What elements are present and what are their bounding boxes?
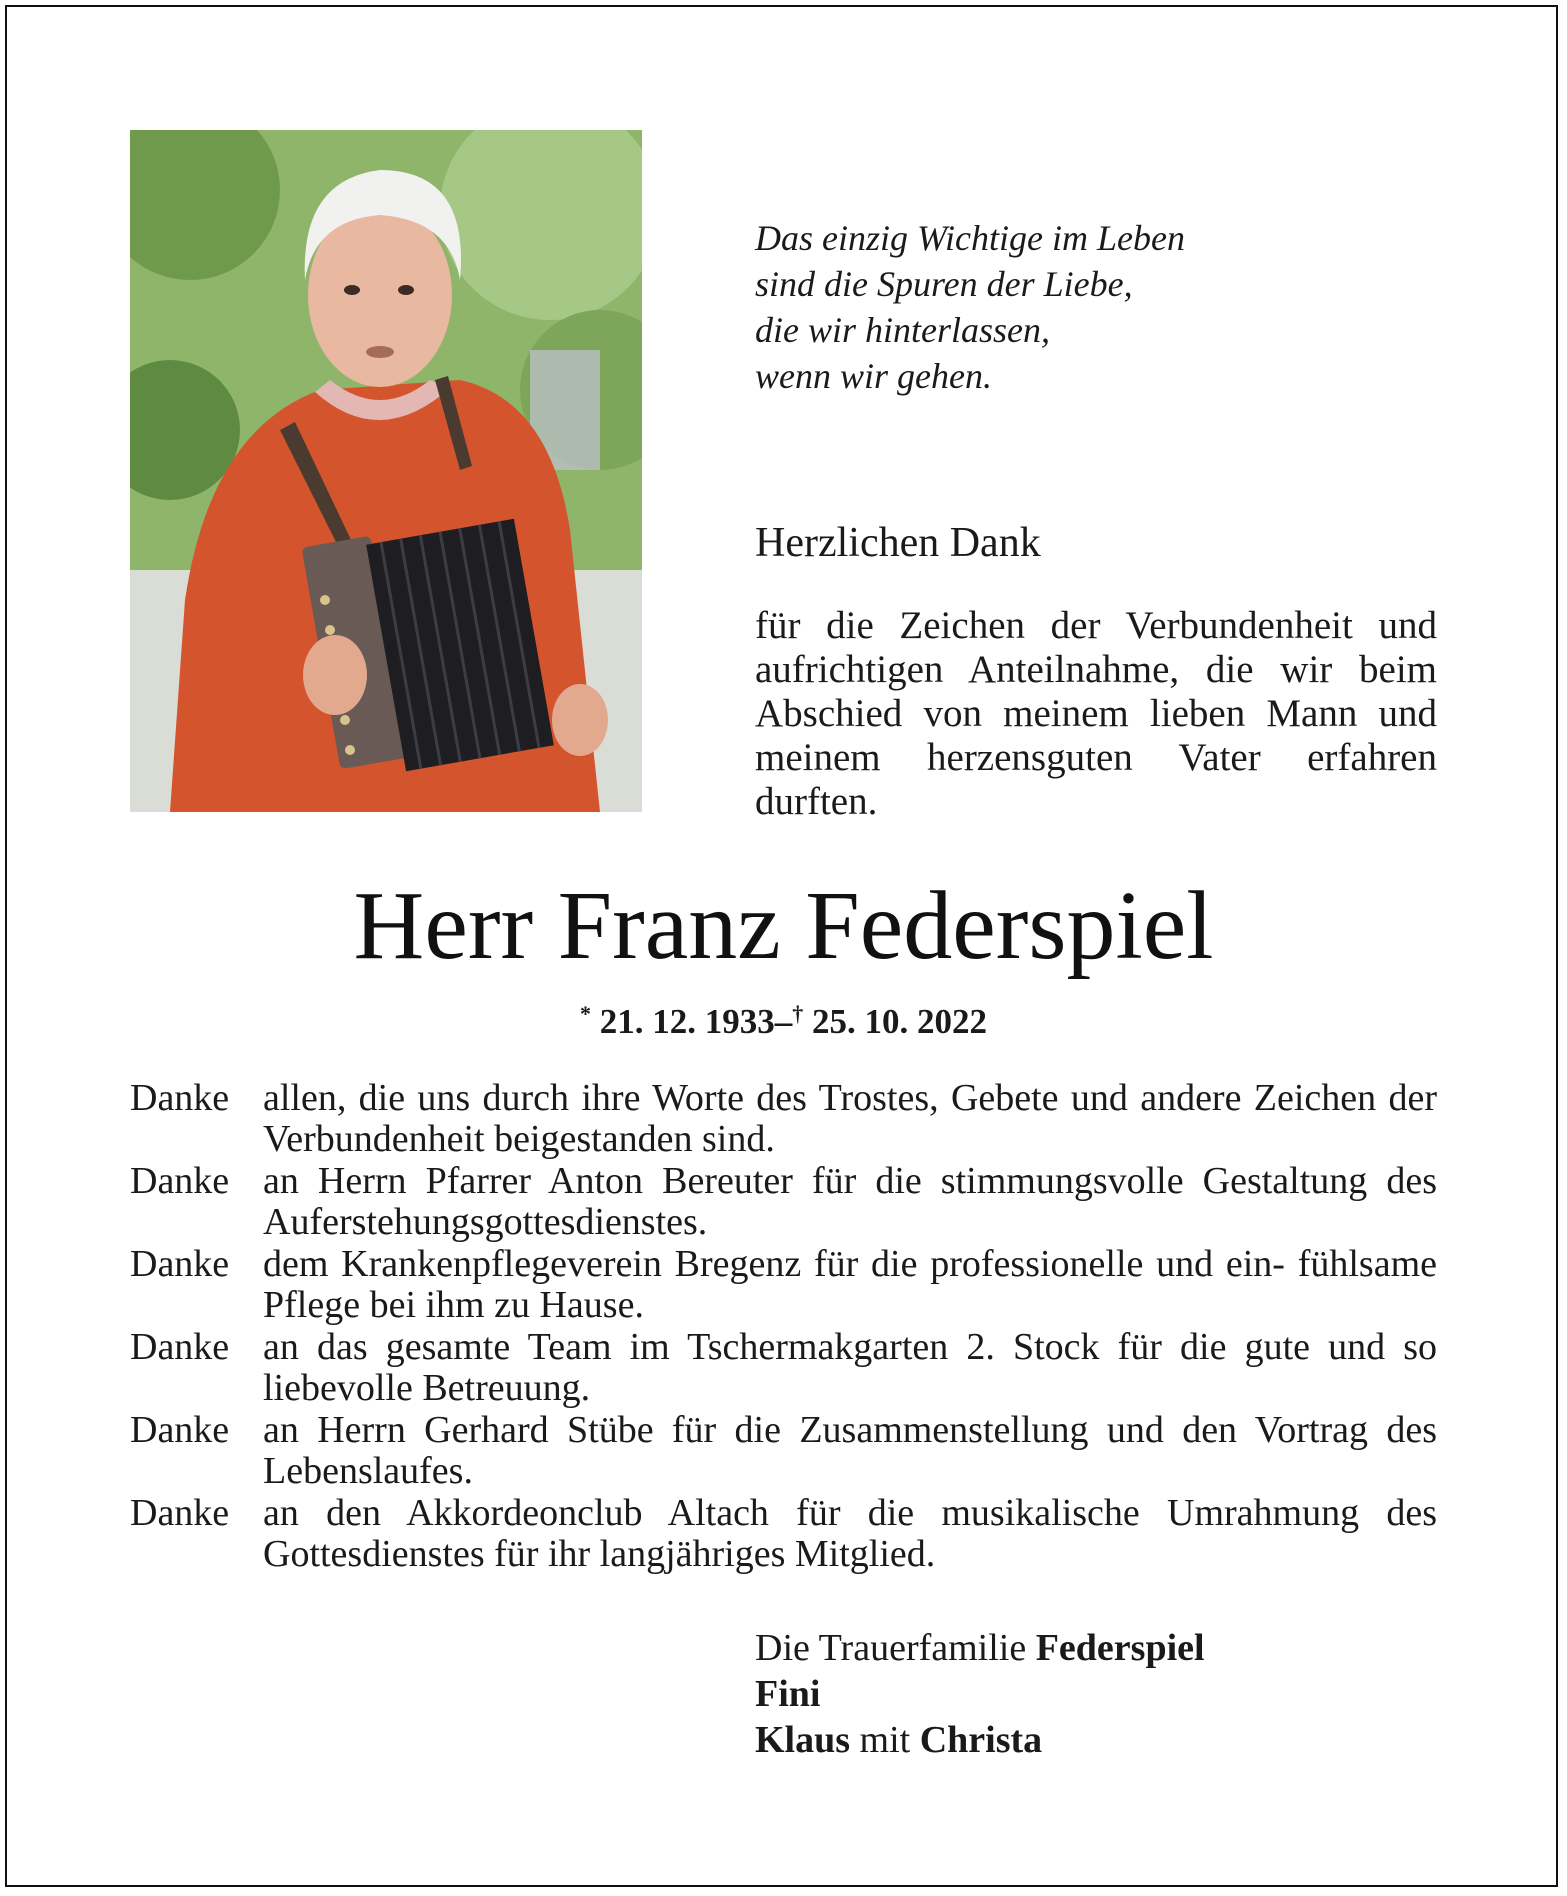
signature-prefix: Die Trauerfamilie [755,1627,1027,1669]
danke-text: dem Krankenpflegeverein Bregenz für die professionelle und ein- fühlsame Pflege bei ihm zu Hause. [263,1243,1437,1326]
signature-line-2 [755,1671,1205,1717]
danke-text: an den Akkordeonclub Altach für die musikalische Umrahmung des Gottesdienstes für ihr langjähriges Mitglied. [263,1492,1437,1575]
danke-list [130,1078,1437,1576]
death-date: 25. 10. 2022 [812,1002,987,1041]
life-dates [0,992,1567,1044]
signature-join: mit [859,1719,911,1761]
quote-line: wenn wir gehen. [755,356,992,396]
thanks-heading: Herzlichen Dank [755,520,1041,566]
birth-date: 21. 12. 1933 [599,1002,775,1041]
list-item [130,1078,1437,1160]
danke-label: Danke [130,1326,230,1368]
family-signature [755,1625,1205,1763]
danke-label: Danke [130,1077,230,1119]
birth-symbol: * [580,1001,591,1026]
danke-label: Danke [130,1243,230,1285]
danke-text: an Herrn Pfarrer Anton Bereuter für die stimmungsvolle Gestaltung des Auferstehungsgottesdienstes. [263,1160,1437,1243]
date-separator: – [774,1002,793,1041]
signature-line-3 [755,1717,1205,1763]
danke-label: Danke [130,1492,230,1534]
list-item [130,1327,1437,1409]
quote-line: die wir hinterlassen, [755,310,1050,350]
portrait-photo [130,130,642,812]
danke-text: an Herrn Gerhard Stübe für die Zusammenstellung und den Vortrag des Lebenslaufes. [263,1409,1437,1492]
danke-label: Danke [130,1160,230,1202]
danke-text: an das gesamte Team im Tschermakgarten 2. Stock für die gute und so liebevolle Betreuung. [263,1326,1437,1409]
signer-name: Christa [919,1719,1043,1761]
quote-line: Das einzig Wichtige im Leben [755,218,1185,258]
danke-text: allen, die uns durch ihre Worte des Trostes, Gebete und andere Zeichen der Verbundenheit beigestanden sind. [263,1077,1437,1160]
quote-line: sind die Spuren der Liebe, [755,264,1133,304]
danke-label: Danke [130,1409,230,1451]
death-symbol: † [792,1001,804,1026]
signature-line-1 [755,1625,1205,1671]
family-name: Federspiel [1035,1627,1205,1669]
signer-name: Fini [755,1673,821,1715]
thanks-paragraph: für die Zeichen der Verbundenheit und aufrichtigen Anteilnahme, die wir beim Abschied von meinem lieben Mann und meinem herzensguten Vater erfahren durften. [755,604,1437,823]
list-item [130,1410,1437,1492]
signer-name: Klaus [755,1719,851,1761]
deceased-name: Herr Franz Federspiel [353,872,1214,980]
list-item [130,1493,1437,1575]
memorial-quote [755,215,1455,399]
list-item [130,1161,1437,1243]
list-item [130,1244,1437,1326]
